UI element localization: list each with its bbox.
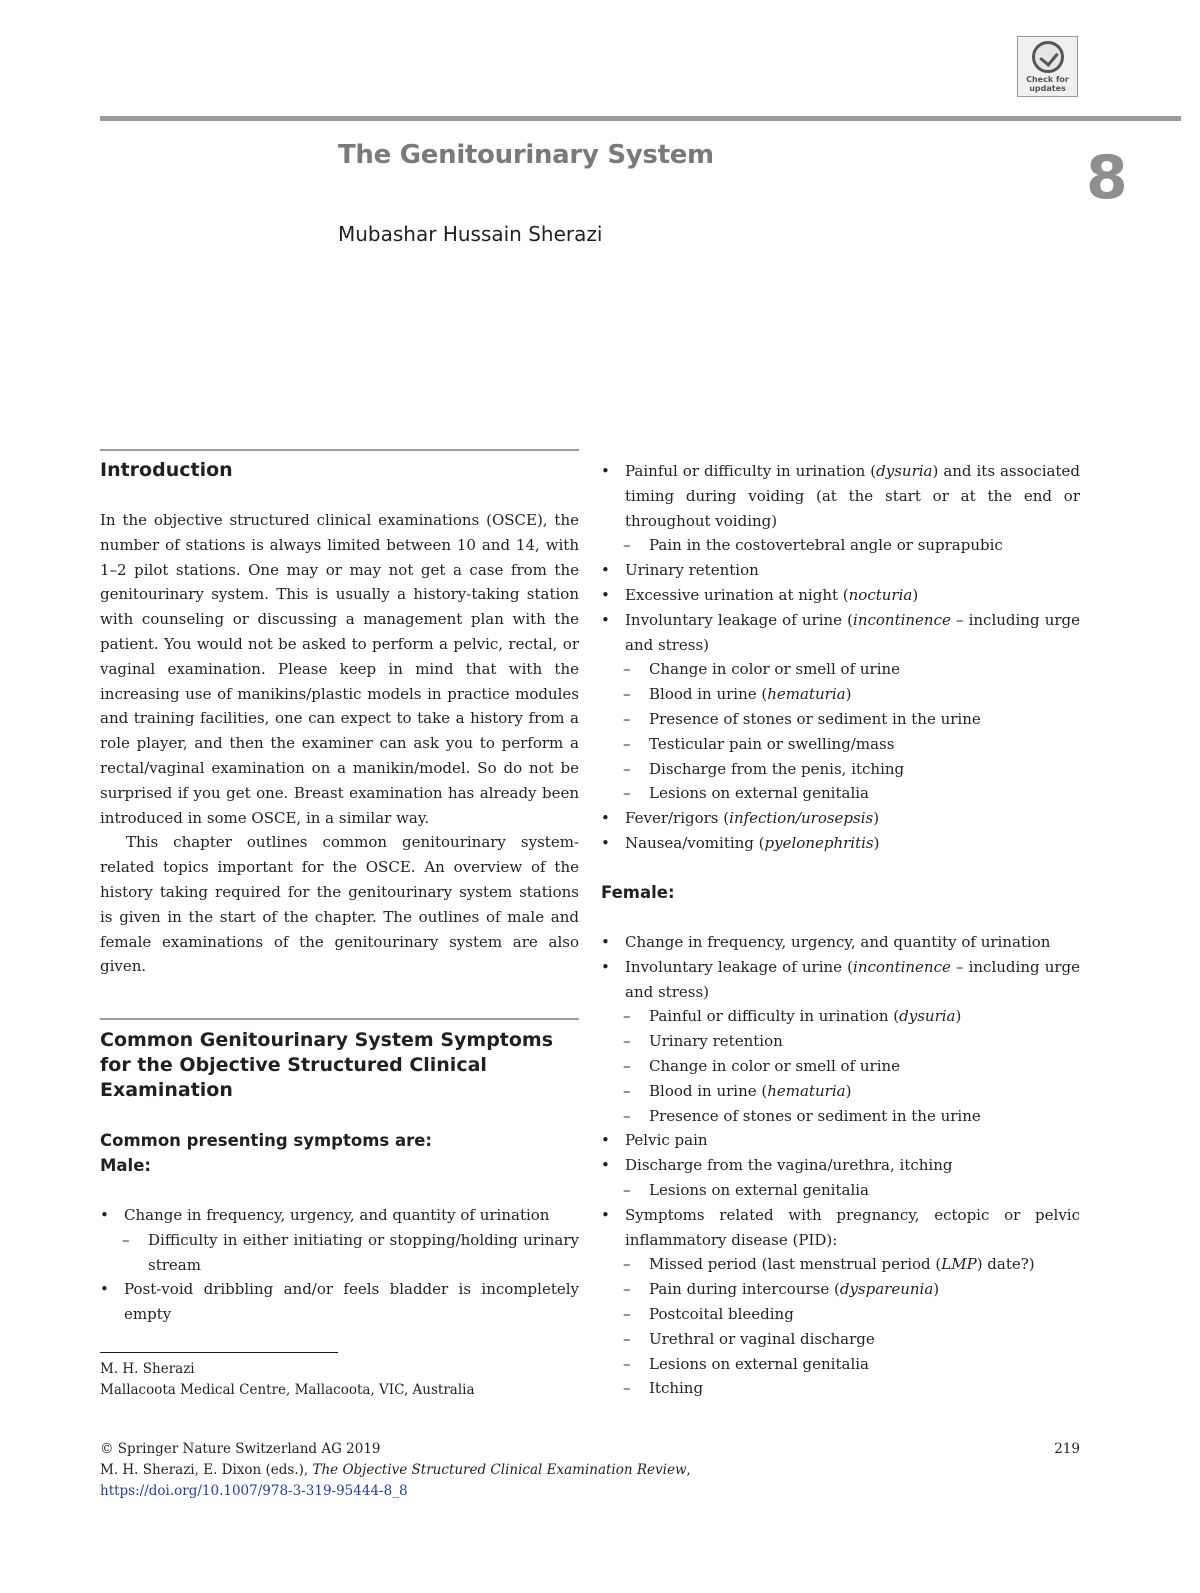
list-item-text: Painful or difficulty in urination (	[625, 462, 877, 480]
footnote-rule	[100, 1352, 338, 1353]
affiliation	[100, 1359, 475, 1401]
list-item: • Post-void dribbling and/or feels bladder is incompletely empty	[100, 1277, 579, 1327]
chapter-author: Mubashar Hussain Sherazi	[338, 222, 603, 246]
symptoms-rule	[100, 1018, 579, 1020]
list-item	[601, 583, 1080, 608]
list-item-text: Pain during intercourse (	[649, 1280, 840, 1299]
list-item	[601, 955, 1080, 1005]
list-item-text: Fever/rigors (	[625, 809, 730, 828]
list-item	[601, 1277, 1080, 1302]
list-item-text: Blood in urine (	[649, 1081, 768, 1100]
copyright: © Springer Nature Switzerland AG 2019	[100, 1441, 381, 1457]
intro-paragraph-1: In the objective structured clinical examinations (OSCE), the number of stations is always limited between 10 and 14, with 1–2 pilot stations. One may or may not get a case from the genitourinary system. This is usually a history-taking station with counseling or discussing a management plan with the patient. You would not be asked to perform a pelvic, rectal, or vaginal examination. Please keep in mind that with the increasing use of manikins/plastic models in practice modules and training facilities, one can expect to take a history from a role player, and then the examiner can ask you to perform a rectal/vaginal examination on a manikin/model. So do not be surprised if you get one. Breast examination has already been introduced in some OSCE, in a similar way.	[100, 511, 579, 827]
list-item-text: – including urge and stress)	[625, 957, 1080, 1001]
citation	[100, 1460, 1080, 1481]
list-item-text: )	[873, 833, 880, 852]
term: incontinence	[853, 610, 951, 629]
term: hematuria	[767, 685, 846, 704]
badge-line2: updates	[1029, 84, 1066, 93]
list-item	[601, 459, 1080, 533]
list-item: • Pelvic pain	[601, 1128, 1080, 1153]
list-item-text: Blood in urine (	[649, 685, 768, 704]
affiliation-place: Mallacoota Medical Centre, Mallacoota, VIC, Australia	[100, 1382, 475, 1398]
list-item: – Itching	[601, 1376, 1080, 1401]
list-item-text: Involuntary leakage of urine (	[625, 610, 854, 629]
list-item-text: )	[873, 809, 880, 828]
list-item: • Urinary retention	[601, 558, 1080, 583]
list-item: – Discharge from the penis, itching	[601, 757, 1080, 782]
check-for-updates-badge[interactable]	[1017, 36, 1078, 97]
list-item-text: )	[955, 1007, 962, 1026]
list-item: – Presence of stones or sediment in the urine	[601, 707, 1080, 732]
list-item-text: Nausea/vomiting (	[625, 833, 765, 852]
male-symptoms-list-left	[100, 1203, 579, 1327]
term: nocturia	[848, 585, 913, 604]
list-item: – Difficulty in either initiating or stopping/holding urinary stream	[100, 1228, 579, 1278]
list-item: – Urethral or vaginal discharge	[601, 1327, 1080, 1352]
list-item	[601, 1079, 1080, 1104]
citation-editors: M. H. Sherazi, E. Dixon (eds.),	[100, 1462, 313, 1478]
header-rule	[100, 116, 1181, 121]
term: dyspareunia	[839, 1280, 934, 1299]
chapter-title: The Genitourinary System	[338, 140, 714, 170]
term: infection/urosepsis	[729, 809, 874, 828]
list-item-text: Excessive urination at night (	[625, 585, 849, 604]
term: LMP	[941, 1255, 977, 1274]
doi-link[interactable]: https://doi.org/10.1007/978-3-319-95444-8_8	[100, 1483, 408, 1499]
term: incontinence	[853, 957, 951, 976]
citation-title: The Objective Structured Clinical Examination Review	[312, 1462, 687, 1478]
list-item-text: )	[912, 585, 919, 604]
list-item: • Symptoms related with pregnancy, ectopic or pelvic inflammatory disease (PID):	[601, 1203, 1080, 1253]
list-item-text: ) date?)	[976, 1255, 1035, 1274]
list-item: – Testicular pain or swelling/mass	[601, 732, 1080, 757]
male-symptoms-list-right	[601, 459, 1080, 856]
list-item-text: )	[845, 685, 852, 704]
list-item	[601, 806, 1080, 831]
term: dysuria	[876, 462, 933, 480]
list-item	[601, 1004, 1080, 1029]
list-item	[601, 682, 1080, 707]
list-item: • Discharge from the vagina/urethra, itching	[601, 1153, 1080, 1178]
term: dysuria	[899, 1007, 956, 1026]
list-item-text: – including urge and stress)	[625, 610, 1080, 654]
page-footer	[100, 1439, 1080, 1502]
affiliation-name: M. H. Sherazi	[100, 1361, 195, 1377]
list-item	[601, 608, 1080, 658]
check-for-updates-icon	[1032, 41, 1064, 73]
citation-end: ,	[686, 1462, 691, 1478]
intro-text	[100, 508, 579, 979]
list-item: – Pain in the costovertebral angle or suprapubic	[601, 533, 1080, 558]
list-item	[601, 1252, 1080, 1277]
list-item-text: ) and its associated timing during voiding (at the start or at the end or throughout voiding)	[625, 462, 1080, 530]
presenting-label: Common presenting symptoms are:	[100, 1131, 433, 1150]
list-item: – Change in color or smell of urine	[601, 657, 1080, 682]
chapter-number: 8	[1086, 143, 1128, 213]
list-item-text: )	[845, 1081, 852, 1100]
page-number: 219	[1054, 1441, 1080, 1457]
list-item: – Urinary retention	[601, 1029, 1080, 1054]
list-item: – Presence of stones or sediment in the urine	[601, 1104, 1080, 1129]
list-item: – Lesions on external genitalia	[601, 781, 1080, 806]
term: pyelonephritis	[764, 833, 874, 852]
list-item	[601, 831, 1080, 856]
badge-line1: Check for	[1026, 75, 1069, 84]
list-item: – Lesions on external genitalia	[601, 1352, 1080, 1377]
intro-paragraph-2: This chapter outlines common genitourinary system-related topics important for the OSCE. An overview of the history taking required for the genitourinary system stations is given in the start of the chapter. The outlines of male and female examinations of the genitourinary system are also given.	[100, 833, 579, 976]
list-item: – Change in color or smell of urine	[601, 1054, 1080, 1079]
copyright-line	[100, 1439, 1080, 1460]
list-item-text: )	[933, 1280, 940, 1299]
list-item-text: Painful or difficulty in urination (	[649, 1007, 900, 1026]
female-symptoms-list	[601, 930, 1080, 1401]
female-label: Female:	[601, 883, 675, 902]
list-item: • Change in frequency, urgency, and quantity of urination	[601, 930, 1080, 955]
male-label: Male:	[100, 1156, 151, 1175]
list-item: – Postcoital bleeding	[601, 1302, 1080, 1327]
intro-heading: Introduction	[100, 459, 233, 481]
term: hematuria	[767, 1081, 846, 1100]
list-item-text: Involuntary leakage of urine (	[625, 957, 854, 976]
intro-rule	[100, 449, 579, 451]
list-item-text: Missed period (last menstrual period (	[649, 1255, 942, 1274]
list-item: – Lesions on external genitalia	[601, 1178, 1080, 1203]
symptoms-heading: Common Genitourinary System Symptoms for the Objective Structured Clinical Examination	[100, 1029, 554, 1101]
list-item: • Change in frequency, urgency, and quantity of urination	[100, 1203, 579, 1228]
